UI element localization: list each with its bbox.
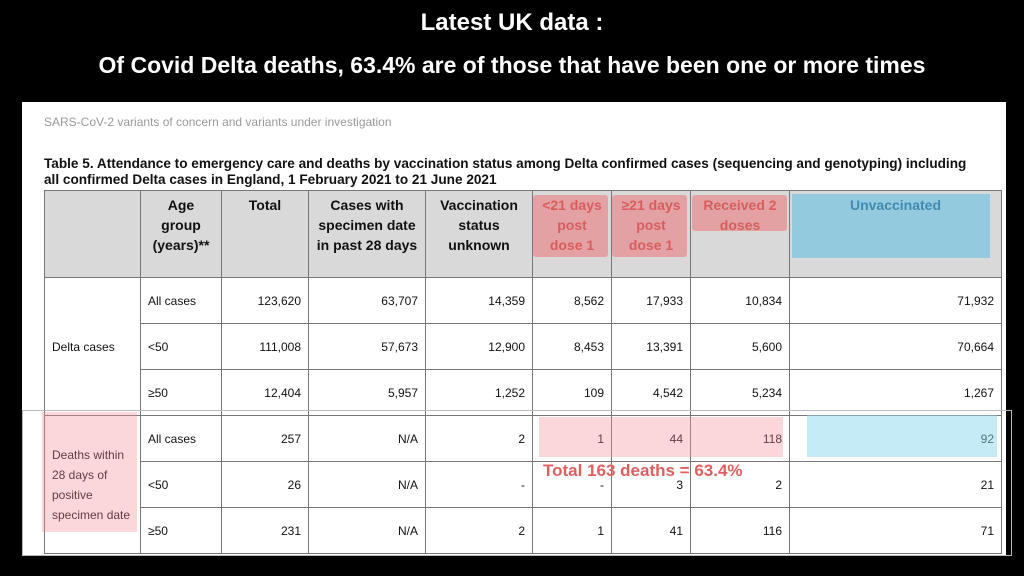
cell-total: 257 xyxy=(222,416,309,462)
cell-unvaccinated: 1,267 xyxy=(790,370,1002,416)
cell-lt21: 1 xyxy=(533,508,612,554)
header-age-group: Age group (years)** xyxy=(141,191,222,278)
highlight-ge21-header xyxy=(612,195,687,257)
highlight-lt21-header xyxy=(533,195,608,257)
cell-cases28: N/A xyxy=(309,416,426,462)
cell-unvaccinated: 70,664 xyxy=(790,324,1002,370)
group-deaths: Deaths within 28 days of positive specimen date xyxy=(45,416,141,554)
cell-two-doses: 5,234 xyxy=(691,370,790,416)
cell-ge21: 44 xyxy=(612,416,691,462)
cell-unvaccinated: 71,932 xyxy=(790,278,1002,324)
cell-total: 12,404 xyxy=(222,370,309,416)
cell-total: 231 xyxy=(222,508,309,554)
cell-unknown: 2 xyxy=(426,416,533,462)
table-row xyxy=(45,324,1002,370)
cell-lt21: 8,453 xyxy=(533,324,612,370)
cell-cases28: 5,957 xyxy=(309,370,426,416)
group-delta-cases: Delta cases xyxy=(45,278,141,416)
highlight-two-doses-header xyxy=(692,195,787,231)
cell-total: 26 xyxy=(222,462,309,508)
cell-unknown: 14,359 xyxy=(426,278,533,324)
running-head: SARS-CoV-2 variants of concern and variants under investigation xyxy=(44,115,392,129)
cell-cases28: N/A xyxy=(309,508,426,554)
cell-ge21: 17,933 xyxy=(612,278,691,324)
cell-ge21: 41 xyxy=(612,508,691,554)
cell-unknown: 2 xyxy=(426,508,533,554)
cell-ge21: 4,542 xyxy=(612,370,691,416)
cell-two-doses: 5,600 xyxy=(691,324,790,370)
header-total: Total xyxy=(222,191,309,278)
cell-lt21: 109 xyxy=(533,370,612,416)
cell-age: <50 xyxy=(141,462,222,508)
header-group xyxy=(45,191,141,278)
cell-cases28: N/A xyxy=(309,462,426,508)
headline-line-2: Of Covid Delta deaths, 63.4% are of those that have been one or more times xyxy=(98,52,926,78)
cell-age: All cases xyxy=(141,278,222,324)
cell-unvaccinated: 21 xyxy=(790,462,1002,508)
cell-two-doses: 2 xyxy=(691,462,790,508)
cell-age: <50 xyxy=(141,324,222,370)
cell-two-doses: 118 xyxy=(691,416,790,462)
cell-unknown: 1,252 xyxy=(426,370,533,416)
cell-lt21: 8,562 xyxy=(533,278,612,324)
highlight-unvaccinated-header xyxy=(792,194,990,258)
cell-lt21: 1 xyxy=(533,416,612,462)
cell-cases28: 57,673 xyxy=(309,324,426,370)
total-deaths-annotation: Total 163 deaths = 63.4% xyxy=(543,461,743,480)
cell-two-doses: 10,834 xyxy=(691,278,790,324)
cell-unvaccinated: 71 xyxy=(790,508,1002,554)
table-row xyxy=(45,370,1002,416)
headline-line-1: Latest UK data : xyxy=(420,9,604,36)
cell-total: 123,620 xyxy=(222,278,309,324)
deaths-section-frame xyxy=(22,410,1012,556)
cell-cases28: 63,707 xyxy=(309,278,426,324)
cell-unknown: - xyxy=(426,462,533,508)
table-caption: Table 5. Attendance to emergency care and deaths by vaccination status among Delta confirmed cases (sequencing and genotyping) including all confirmed Delta cases in England, 1 February 2021 to 21 June 2021 xyxy=(44,156,967,187)
cell-total: 111,008 xyxy=(222,324,309,370)
header-cases-28-days: Cases with specimen date in past 28 days xyxy=(309,191,426,278)
document-page xyxy=(22,102,1006,556)
cell-lt21: - xyxy=(533,462,612,508)
cell-age: ≥50 xyxy=(141,508,222,554)
header-status-unknown: Vaccination status unknown xyxy=(426,191,533,278)
cell-age: All cases xyxy=(141,416,222,462)
cell-two-doses: 116 xyxy=(691,508,790,554)
table-row xyxy=(45,278,1002,324)
cell-unknown: 12,900 xyxy=(426,324,533,370)
cell-ge21: 13,391 xyxy=(612,324,691,370)
cell-ge21: 3 xyxy=(612,462,691,508)
cell-age: ≥50 xyxy=(141,370,222,416)
